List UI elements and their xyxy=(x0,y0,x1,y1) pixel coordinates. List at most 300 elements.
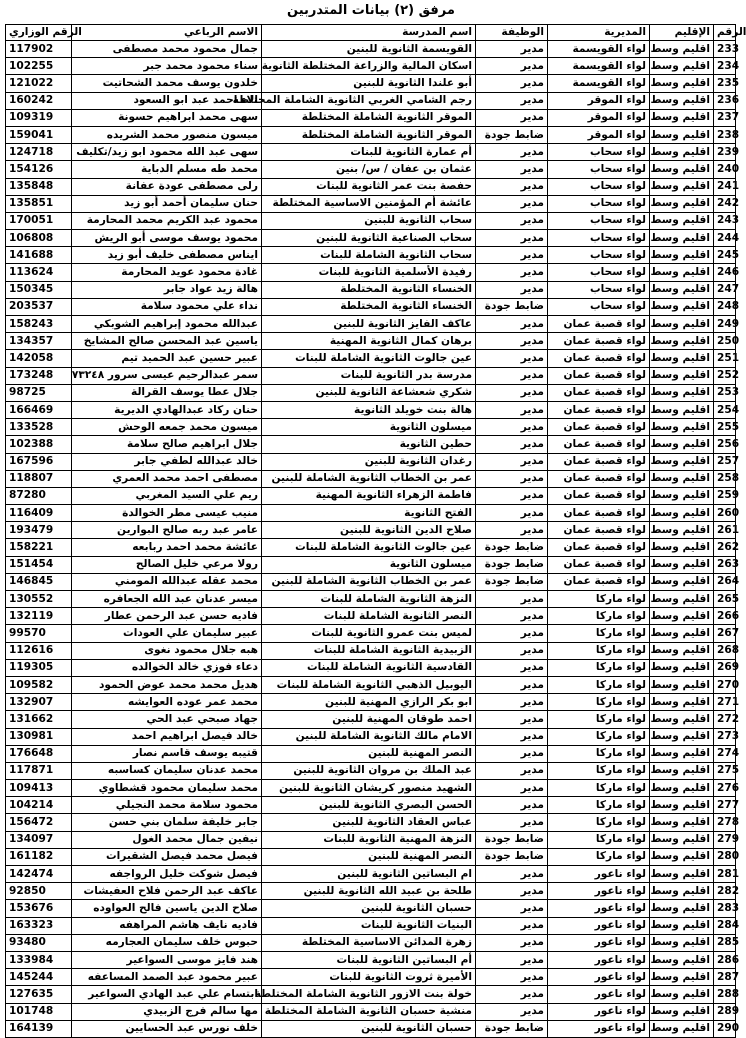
table-row xyxy=(6,144,736,161)
region-cell: اقليم وسط xyxy=(650,917,714,934)
table-row xyxy=(6,745,736,762)
directorate-cell: لواء القويسمة xyxy=(548,58,650,75)
row-number-cell: 268 xyxy=(714,642,736,659)
school-cell: عمر بن الخطاب الثانوية الشاملة للبنين xyxy=(262,470,476,487)
job-cell: مدير xyxy=(476,986,548,1003)
ministry-number-cell: 102388 xyxy=(6,436,72,453)
directorate-cell: لواء قصبة عمان xyxy=(548,350,650,367)
table-row xyxy=(6,762,736,779)
table-row xyxy=(6,367,736,384)
name-cell: جهاد صبحي عبد الحي xyxy=(72,711,262,728)
job-cell: مدير xyxy=(476,350,548,367)
header-num: الرقم xyxy=(714,25,736,41)
region-cell: اقليم وسط xyxy=(650,762,714,779)
directorate-cell: لواء ماركا xyxy=(548,676,650,693)
ministry-number-cell: 135851 xyxy=(6,195,72,212)
name-cell: محمد عقله عبدالله المومني xyxy=(72,573,262,590)
row-number-cell: 236 xyxy=(714,92,736,109)
directorate-cell: لواء ماركا xyxy=(548,642,650,659)
region-cell: اقليم وسط xyxy=(650,419,714,436)
row-number-cell: 237 xyxy=(714,109,736,126)
name-cell: عبير حسين عبد الحميد تيم xyxy=(72,350,262,367)
school-cell: القادسية الثانوية الشاملة للبنات xyxy=(262,659,476,676)
school-cell: فاطمة الزهراء الثانوية المهنية xyxy=(262,487,476,504)
region-cell: اقليم وسط xyxy=(650,831,714,848)
job-cell: مدير xyxy=(476,75,548,92)
ministry-number-cell: 87280 xyxy=(6,487,72,504)
row-number-cell: 273 xyxy=(714,728,736,745)
job-cell: مدير xyxy=(476,247,548,264)
name-cell: هالة زيد عواد جابر xyxy=(72,281,262,298)
header-ministry-number: الرقم الوزاري xyxy=(6,25,72,41)
directorate-cell: لواء الموقر xyxy=(548,92,650,109)
table-row xyxy=(6,831,736,848)
ministry-number-cell: 159041 xyxy=(6,126,72,143)
name-cell: فيصل محمد فيصل الشقيرات xyxy=(72,848,262,865)
school-cell: الخنساء الثانوية المختلطة xyxy=(262,281,476,298)
name-cell: فاديه حسن عبد الرحمن عطار xyxy=(72,608,262,625)
school-cell: ميسلون الثانوية xyxy=(262,556,476,573)
name-cell: عبير محمود عبد الصمد المساعفه xyxy=(72,969,262,986)
school-cell: عاكف الفايز الثانوية للبنين xyxy=(262,316,476,333)
ministry-number-cell: 163323 xyxy=(6,917,72,934)
job-cell: مدير xyxy=(476,711,548,728)
table-row xyxy=(6,384,736,401)
region-cell: اقليم وسط xyxy=(650,92,714,109)
name-cell: ميسر عدنان عبد الله الجعافره xyxy=(72,591,262,608)
name-cell: منيب عيسى مطر الخوالدة xyxy=(72,505,262,522)
ministry-number-cell: 109319 xyxy=(6,109,72,126)
ministry-number-cell: 133528 xyxy=(6,419,72,436)
school-cell: الامام مالك الثانوية الشاملة للبنين xyxy=(262,728,476,745)
table-row xyxy=(6,694,736,711)
job-cell: مدير xyxy=(476,419,548,436)
table-row xyxy=(6,401,736,418)
name-cell: هند فايز موسى السواعير xyxy=(72,951,262,968)
row-number-cell: 254 xyxy=(714,401,736,418)
row-number-cell: 251 xyxy=(714,350,736,367)
row-number-cell: 276 xyxy=(714,780,736,797)
name-cell: عاكف عبد الرحمن فلاح العفيشات xyxy=(72,883,262,900)
directorate-cell: لواء ناعور xyxy=(548,1003,650,1020)
job-cell: ضابط جودة xyxy=(476,848,548,865)
table-row xyxy=(6,298,736,315)
region-cell: اقليم وسط xyxy=(650,556,714,573)
row-number-cell: 269 xyxy=(714,659,736,676)
region-cell: اقليم وسط xyxy=(650,797,714,814)
name-cell: محمود عبد الكريم محمد المحارمة xyxy=(72,212,262,229)
name-cell: رولا مرعي خليل الصالح xyxy=(72,556,262,573)
name-cell: حنان ركاد عبدالهادي الديرية xyxy=(72,401,262,418)
row-number-cell: 283 xyxy=(714,900,736,917)
ministry-number-cell: 131662 xyxy=(6,711,72,728)
ministry-number-cell: 142058 xyxy=(6,350,72,367)
region-cell: اقليم وسط xyxy=(650,247,714,264)
directorate-cell: لواء ناعور xyxy=(548,900,650,917)
row-number-cell: 248 xyxy=(714,298,736,315)
table-row xyxy=(6,608,736,625)
region-cell: اقليم وسط xyxy=(650,316,714,333)
job-cell: مدير xyxy=(476,797,548,814)
name-cell: محمود يوسف موسى أبو الريش xyxy=(72,230,262,247)
school-cell: اسكان المالية والزراعة المختلطة الثانوية xyxy=(262,58,476,75)
school-cell: رغدان الثانوية للبنين xyxy=(262,453,476,470)
name-cell: محمد طه مسلم الدباية xyxy=(72,161,262,178)
job-cell: ضابط جودة xyxy=(476,539,548,556)
region-cell: اقليم وسط xyxy=(650,487,714,504)
table-row xyxy=(6,1020,736,1037)
region-cell: اقليم وسط xyxy=(650,522,714,539)
row-number-cell: 244 xyxy=(714,230,736,247)
school-cell: سحاب الصناعية الثانوية للبنين xyxy=(262,230,476,247)
job-cell: مدير xyxy=(476,401,548,418)
name-cell: دعاء فوزي خالد الخوالده xyxy=(72,659,262,676)
job-cell: مدير xyxy=(476,212,548,229)
name-cell: حنان سليمان أحمد أبو زيد xyxy=(72,195,262,212)
header-school: اسم المدرسة xyxy=(262,25,476,41)
table-row xyxy=(6,866,736,883)
name-cell: محمد عدنان سليمان كساسبه xyxy=(72,762,262,779)
row-number-cell: 260 xyxy=(714,505,736,522)
name-cell: محمد عمر عوده العوايشه xyxy=(72,694,262,711)
job-cell: مدير xyxy=(476,436,548,453)
name-cell: ميسون محمد جمعه الوحش xyxy=(72,419,262,436)
ministry-number-cell: 134097 xyxy=(6,831,72,848)
row-number-cell: 275 xyxy=(714,762,736,779)
directorate-cell: لواء ماركا xyxy=(548,745,650,762)
table-row xyxy=(6,41,736,58)
table-body xyxy=(6,41,740,1038)
school-cell: القويسمة الثانوية للبنين xyxy=(262,41,476,58)
school-cell: عين جالوت الثانوية الشاملة للبنات xyxy=(262,539,476,556)
directorate-cell: لواء سحاب xyxy=(548,161,650,178)
region-cell: اقليم وسط xyxy=(650,178,714,195)
row-number-cell: 277 xyxy=(714,797,736,814)
row-number-cell: 234 xyxy=(714,58,736,75)
job-cell: مدير xyxy=(476,694,548,711)
school-cell: عائشة أم المؤمنين الاساسية المختلطة xyxy=(262,195,476,212)
row-number-cell: 278 xyxy=(714,814,736,831)
ministry-number-cell: 141688 xyxy=(6,247,72,264)
name-cell: عبير سليمان علي العودات xyxy=(72,625,262,642)
ministry-number-cell: 153676 xyxy=(6,900,72,917)
row-number-cell: 242 xyxy=(714,195,736,212)
job-cell: مدير xyxy=(476,178,548,195)
row-number-cell: 270 xyxy=(714,676,736,693)
ministry-number-cell: 161182 xyxy=(6,848,72,865)
directorate-cell: لواء سحاب xyxy=(548,281,650,298)
row-number-cell: 265 xyxy=(714,591,736,608)
header-directorate: المديرية xyxy=(548,25,650,41)
directorate-cell: لواء ماركا xyxy=(548,728,650,745)
page-title: مرفق (٢) بيانات المتدربين xyxy=(287,3,455,18)
directorate-cell: لواء ناعور xyxy=(548,1020,650,1037)
region-cell: اقليم وسط xyxy=(650,470,714,487)
ministry-number-cell: 151454 xyxy=(6,556,72,573)
ministry-number-cell: 154126 xyxy=(6,161,72,178)
directorate-cell: لواء القويسمة xyxy=(548,41,650,58)
region-cell: اقليم وسط xyxy=(650,866,714,883)
directorate-cell: لواء ناعور xyxy=(548,866,650,883)
job-cell: مدير xyxy=(476,762,548,779)
job-cell: مدير xyxy=(476,195,548,212)
job-cell: مدير xyxy=(476,92,548,109)
table-header-row xyxy=(6,25,736,41)
table-row xyxy=(6,539,736,556)
job-cell: مدير xyxy=(476,316,548,333)
row-number-cell: 282 xyxy=(714,883,736,900)
region-cell: اقليم وسط xyxy=(650,161,714,178)
name-cell: خلدون يوسف محمد الشحاتيت xyxy=(72,75,262,92)
region-cell: اقليم وسط xyxy=(650,230,714,247)
school-cell: عباس العقاد الثانوية للبنين xyxy=(262,814,476,831)
name-cell: عبدالله محمود إبراهيم الشوبكي xyxy=(72,316,262,333)
school-cell: برهان كمال الثانوية المهنية xyxy=(262,333,476,350)
job-cell: مدير xyxy=(476,659,548,676)
job-cell: مدير xyxy=(476,676,548,693)
region-cell: اقليم وسط xyxy=(650,728,714,745)
job-cell: مدير xyxy=(476,41,548,58)
name-cell: ايناس مصطفى خليف أبو زيد xyxy=(72,247,262,264)
directorate-cell: لواء قصبة عمان xyxy=(548,556,650,573)
school-cell: الموقر الثانوية الشاملة المختلطة xyxy=(262,126,476,143)
directorate-cell: لواء قصبة عمان xyxy=(548,384,650,401)
table-row xyxy=(6,281,736,298)
job-cell: مدير xyxy=(476,745,548,762)
ministry-number-cell: 158221 xyxy=(6,539,72,556)
school-cell: صلاح الدين الثانوية للبنين xyxy=(262,522,476,539)
name-cell: ابتسام علي عبد الهادي السواعير xyxy=(72,986,262,1003)
job-cell: مدير xyxy=(476,505,548,522)
directorate-cell: لواء ناعور xyxy=(548,969,650,986)
table-row xyxy=(6,264,736,281)
job-cell: مدير xyxy=(476,144,548,161)
table-row xyxy=(6,676,736,693)
directorate-cell: لواء ماركا xyxy=(548,659,650,676)
name-cell: فيصل شوكت خليل الرواجفه xyxy=(72,866,262,883)
region-cell: اقليم وسط xyxy=(650,1020,714,1037)
job-cell: مدير xyxy=(476,591,548,608)
row-number-cell: 264 xyxy=(714,573,736,590)
job-cell: مدير xyxy=(476,969,548,986)
ministry-number-cell: 166469 xyxy=(6,401,72,418)
school-cell: أبو علندا الثانوية للبنين xyxy=(262,75,476,92)
table-row xyxy=(6,247,736,264)
name-cell: محمود سلامة محمد النجيلي xyxy=(72,797,262,814)
table-row xyxy=(6,505,736,522)
job-cell: مدير xyxy=(476,951,548,968)
table-row xyxy=(6,58,736,75)
table-row xyxy=(6,917,736,934)
job-cell: مدير xyxy=(476,728,548,745)
row-number-cell: 286 xyxy=(714,951,736,968)
ministry-number-cell: 92850 xyxy=(6,883,72,900)
table-row xyxy=(6,109,736,126)
table-row xyxy=(6,470,736,487)
row-number-cell: 239 xyxy=(714,144,736,161)
row-number-cell: 262 xyxy=(714,539,736,556)
job-cell: مدير xyxy=(476,917,548,934)
name-cell: سناء محمود محمد جبر xyxy=(72,58,262,75)
directorate-cell: لواء ماركا xyxy=(548,831,650,848)
directorate-cell: لواء سحاب xyxy=(548,247,650,264)
region-cell: اقليم وسط xyxy=(650,608,714,625)
school-cell: حسبان الثانوية للبنين xyxy=(262,1020,476,1037)
ministry-number-cell: 117902 xyxy=(6,41,72,58)
name-cell: جمال محمود محمد مصطفى xyxy=(72,41,262,58)
directorate-cell: لواء ماركا xyxy=(548,780,650,797)
job-cell: مدير xyxy=(476,608,548,625)
school-cell: مدرسة بدر الثانوية للبنات xyxy=(262,367,476,384)
school-cell: احمد طوقان المهنية للبنين xyxy=(262,711,476,728)
ministry-number-cell: 118807 xyxy=(6,470,72,487)
row-number-cell: 245 xyxy=(714,247,736,264)
directorate-cell: لواء سحاب xyxy=(548,144,650,161)
ministry-number-cell: 119305 xyxy=(6,659,72,676)
job-cell: مدير xyxy=(476,900,548,917)
name-cell: سهى محمد ابراهيم حسونة xyxy=(72,109,262,126)
ministry-number-cell: 102255 xyxy=(6,58,72,75)
job-cell: ضابط جودة xyxy=(476,298,548,315)
name-cell: خالد عبدالله لطفي جابر xyxy=(72,453,262,470)
school-cell: سحاب الثانوية للبنين xyxy=(262,212,476,229)
table-row xyxy=(6,333,736,350)
ministry-number-cell: 173248 xyxy=(6,367,72,384)
row-number-cell: 255 xyxy=(714,419,736,436)
region-cell: اقليم وسط xyxy=(650,401,714,418)
directorate-cell: لواء ماركا xyxy=(548,591,650,608)
table-row xyxy=(6,900,736,917)
school-cell: الزبيدية الثانوية الشاملة للبنات xyxy=(262,642,476,659)
school-cell: أم البساتين الثانوية للبنات xyxy=(262,951,476,968)
school-cell: شكري شعشاعة الثانوية للبنين xyxy=(262,384,476,401)
school-cell: حطين الثانوية xyxy=(262,436,476,453)
ministry-number-cell: 142474 xyxy=(6,866,72,883)
region-cell: اقليم وسط xyxy=(650,676,714,693)
directorate-cell: لواء ماركا xyxy=(548,814,650,831)
directorate-cell: لواء ماركا xyxy=(548,694,650,711)
row-number-cell: 271 xyxy=(714,694,736,711)
directorate-cell: لواء ماركا xyxy=(548,608,650,625)
table-row xyxy=(6,780,736,797)
table-row xyxy=(6,814,736,831)
ministry-number-cell: 156472 xyxy=(6,814,72,831)
job-cell: مدير xyxy=(476,453,548,470)
name-cell: عائشة محمد احمد ربابعه xyxy=(72,539,262,556)
name-cell: هديل محمد محمد عوض الحمود xyxy=(72,676,262,693)
ministry-number-cell: 164139 xyxy=(6,1020,72,1037)
directorate-cell: لواء قصبة عمان xyxy=(548,333,650,350)
school-cell: ام البساتين الثانوية للبنين xyxy=(262,866,476,883)
name-cell: هبه جلال محمود نغوى xyxy=(72,642,262,659)
name-cell: ميسون منصور محمد الشريده xyxy=(72,126,262,143)
region-cell: اقليم وسط xyxy=(650,109,714,126)
table-row xyxy=(6,230,736,247)
region-cell: اقليم وسط xyxy=(650,969,714,986)
school-cell: رجم الشامي الغربي الثانوية الشاملة المختلطة xyxy=(262,92,476,109)
ministry-number-cell: 121022 xyxy=(6,75,72,92)
school-cell: الفتح الثانوية xyxy=(262,505,476,522)
table-row xyxy=(6,659,736,676)
table-row xyxy=(6,436,736,453)
row-number-cell: 284 xyxy=(714,917,736,934)
name-cell: جلال عطا يوسف القرالة xyxy=(72,384,262,401)
directorate-cell: لواء قصبة عمان xyxy=(548,419,650,436)
directorate-cell: لواء قصبة عمان xyxy=(548,487,650,504)
name-cell: خلف نورس عبد الحسايين xyxy=(72,1020,262,1037)
row-number-cell: 274 xyxy=(714,745,736,762)
table-row xyxy=(6,161,736,178)
table-row xyxy=(6,591,736,608)
name-cell: رلى مصطفى عودة عفانة xyxy=(72,178,262,195)
school-cell: هالة بنت خويلد الثانوية xyxy=(262,401,476,418)
row-number-cell: 235 xyxy=(714,75,736,92)
directorate-cell: لواء سحاب xyxy=(548,264,650,281)
ministry-number-cell: 117871 xyxy=(6,762,72,779)
ministry-number-cell: 133984 xyxy=(6,951,72,968)
directorate-cell: لواء ناعور xyxy=(548,917,650,934)
table-row xyxy=(6,848,736,865)
directorate-cell: لواء قصبة عمان xyxy=(548,522,650,539)
table-row xyxy=(6,951,736,968)
school-cell: حفصة بنت عمر الثانوية للبنات xyxy=(262,178,476,195)
table-row xyxy=(6,573,736,590)
row-number-cell: 259 xyxy=(714,487,736,504)
row-number-cell: 249 xyxy=(714,316,736,333)
ministry-number-cell: 150345 xyxy=(6,281,72,298)
directorate-cell: لواء ماركا xyxy=(548,848,650,865)
table-row xyxy=(6,969,736,986)
table-row xyxy=(6,453,736,470)
table-row xyxy=(6,522,736,539)
trainees-table xyxy=(5,24,746,1038)
table-row xyxy=(6,126,736,143)
row-number-cell: 258 xyxy=(714,470,736,487)
ministry-number-cell: 93480 xyxy=(6,934,72,951)
directorate-cell: لواء سحاب xyxy=(548,212,650,229)
name-cell: جلال ابراهيم صالح سلامة xyxy=(72,436,262,453)
job-cell: مدير xyxy=(476,625,548,642)
job-cell: مدير xyxy=(476,934,548,951)
ministry-number-cell: 146845 xyxy=(6,573,72,590)
directorate-cell: لواء قصبة عمان xyxy=(548,401,650,418)
ministry-number-cell: 193479 xyxy=(6,522,72,539)
row-number-cell: 289 xyxy=(714,1003,736,1020)
region-cell: اقليم وسط xyxy=(650,281,714,298)
row-number-cell: 253 xyxy=(714,384,736,401)
region-cell: اقليم وسط xyxy=(650,1003,714,1020)
region-cell: اقليم وسط xyxy=(650,264,714,281)
directorate-cell: لواء سحاب xyxy=(548,195,650,212)
ministry-number-cell: 98725 xyxy=(6,384,72,401)
row-number-cell: 287 xyxy=(714,969,736,986)
region-cell: اقليم وسط xyxy=(650,986,714,1003)
name-cell: مصطفى احمد محمد العمري xyxy=(72,470,262,487)
table-row xyxy=(6,797,736,814)
region-cell: اقليم وسط xyxy=(650,883,714,900)
header-region: الإقليم xyxy=(650,25,714,41)
region-cell: اقليم وسط xyxy=(650,591,714,608)
job-cell: ضابط جودة xyxy=(476,831,548,848)
region-cell: اقليم وسط xyxy=(650,814,714,831)
name-cell: غادة محمود عويد المحارمة xyxy=(72,264,262,281)
ministry-number-cell: 203537 xyxy=(6,298,72,315)
ministry-number-cell: 145244 xyxy=(6,969,72,986)
row-number-cell: 285 xyxy=(714,934,736,951)
table-row xyxy=(6,316,736,333)
name-cell: نيفين جمال محمد الغول xyxy=(72,831,262,848)
region-cell: اقليم وسط xyxy=(650,41,714,58)
